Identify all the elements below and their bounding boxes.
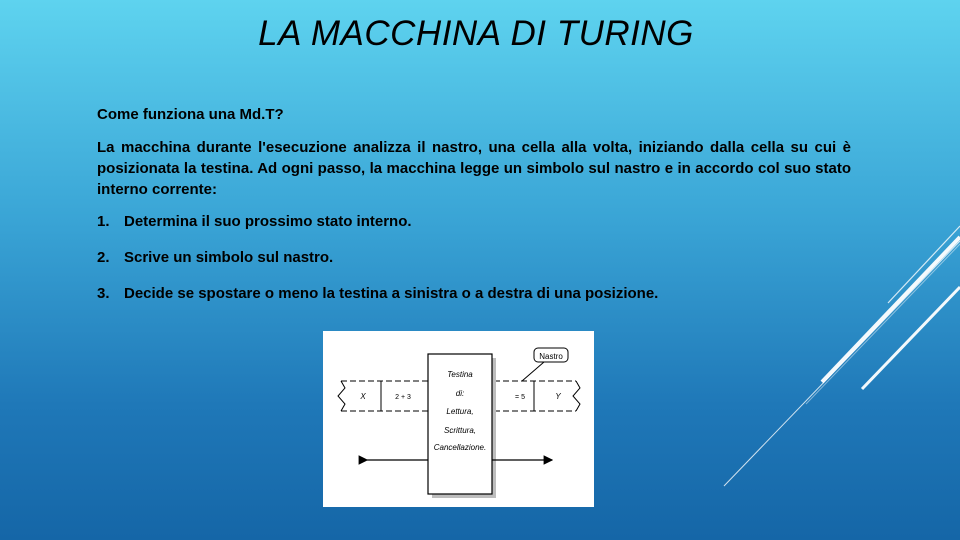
head-label: Cancellazione. <box>433 443 487 452</box>
slide-title: LA MACCHINA DI TURING <box>258 14 694 53</box>
callout-label: Nastro <box>539 352 563 361</box>
list-item-number: 3. <box>97 285 110 302</box>
head-label: Lettura, <box>446 407 474 416</box>
list-item-text: Determina il suo prossimo stato interno. <box>124 213 412 230</box>
head-label: Testina <box>447 370 473 379</box>
list-item-number: 1. <box>97 213 110 230</box>
intro-paragraph: La macchina durante l'esecuzione analizza il nastro, una cella alla volta, iniziando dalla cella su cui è posizionata la testina. Ad ogni passo, la macchina legge un simbolo sul nastro e in accordo col suo stato interno corrente: <box>97 139 851 198</box>
head-label: di: <box>455 389 465 398</box>
deco-line <box>862 287 960 389</box>
deco-line <box>806 244 960 404</box>
tape-symbol: 2 + 3 <box>395 394 411 401</box>
deco-line <box>888 226 960 303</box>
question-text: Come funziona una Md.T? <box>97 106 284 123</box>
deco-line <box>724 241 960 486</box>
list-item-text: Decide se spostare o meno la testina a sinistra o a destra di una posizione. <box>124 285 659 302</box>
tape-symbol: = 5 <box>515 394 525 401</box>
list-item-number: 2. <box>97 249 110 266</box>
tape-symbol: X <box>360 392 366 401</box>
list-item-text: Scrive un simbolo sul nastro. <box>124 249 334 266</box>
tape-symbol: Y <box>555 392 561 401</box>
head-label: Scrittura, <box>443 426 477 435</box>
